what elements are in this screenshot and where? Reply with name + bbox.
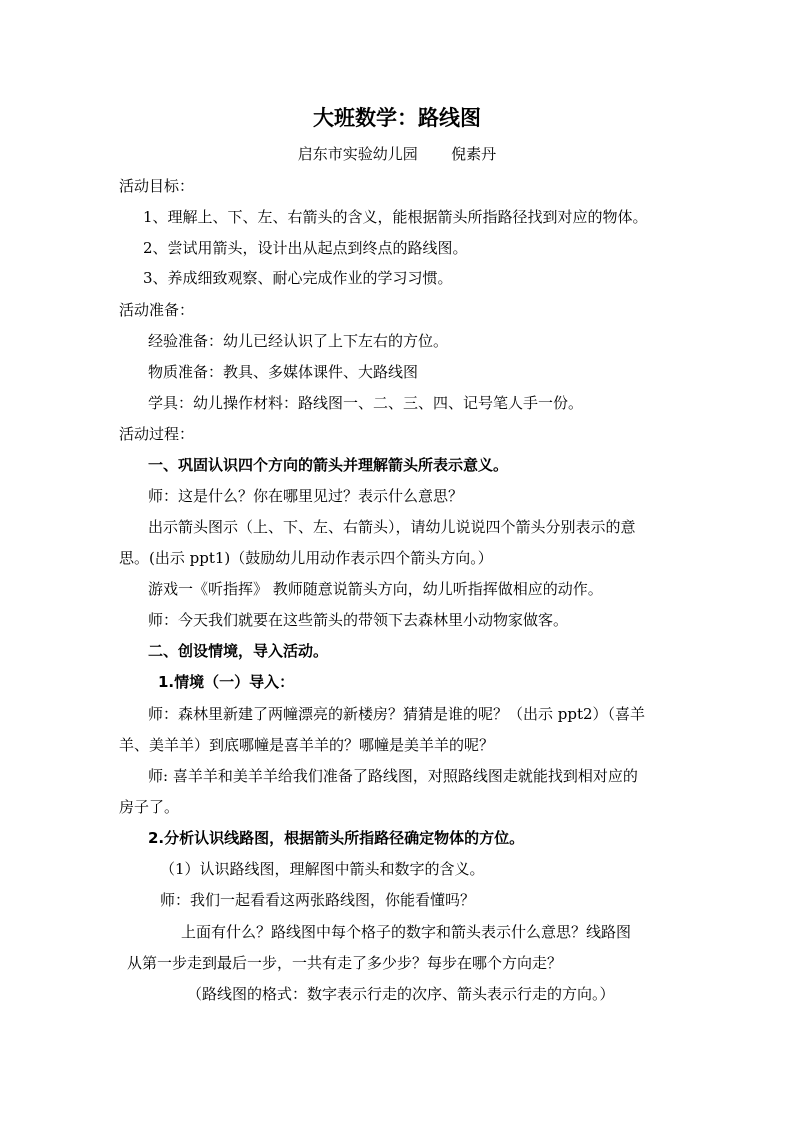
goal-item-3: 3、养成细致观察、耐心完成作业的学习习惯。	[143, 269, 453, 287]
prep-heading: 活动准备：	[119, 301, 195, 319]
part2-line-2: 羊、美羊羊）到底哪幢是喜羊羊的？哪幢是美羊羊的呢？	[119, 736, 495, 754]
part2-subheading-2: 2.分析认识线路图，根据箭头所指路径确定物体的方位。	[148, 829, 525, 847]
part2-line-4: 房子了。	[119, 798, 180, 816]
part2-heading: 二、创设情境，导入活动。	[148, 642, 329, 660]
part1-heading: 一、巩固认识四个方向的箭头并理解箭头所表示意义。	[148, 456, 509, 474]
part2b-line-2: 师：我们一起看看这两张路线图，你能看懂吗？	[160, 891, 476, 909]
part2b-line-4: 从第一步走到最后一步，一共有走了多少步？每步在哪个方向走？	[127, 954, 563, 972]
part2b-line-3: 上面有什么？路线图中每个格子的数字和箭头表示什么意思？线路图	[181, 923, 632, 941]
author-byline: 启东市实验幼儿园 倪素丹	[297, 145, 497, 163]
prep-item-1: 经验准备：幼儿已经认识了上下左右的方位。	[148, 332, 449, 350]
goal-item-1: 1、理解上、下、左、右箭头的含义，能根据箭头所指路径找到对应的物体。	[143, 208, 648, 226]
part2b-line-1: （1）认识路线图，理解图中箭头和数字的含义。	[160, 860, 485, 878]
part1-line-1: 师：这是什么？你在哪里见过？表示什么意思？	[148, 487, 464, 505]
part2-line-1: 师：森林里新建了两幢漂亮的新楼房？猜猜是谁的呢？（出示 ppt2）（喜羊	[148, 705, 646, 723]
goal-item-2: 2、尝试用箭头，设计出从起点到终点的路线图。	[143, 239, 468, 257]
prep-item-2: 物质准备：教具、多媒体课件、大路线图	[148, 363, 419, 381]
part1-line-3: 思。(出示 ppt1)（鼓励幼儿用动作表示四个箭头方向。）	[119, 549, 493, 567]
part2b-line-5: （路线图的格式：数字表示行走的次序、箭头表示行走的方向。）	[187, 985, 615, 1003]
goals-heading: 活动目标：	[119, 177, 195, 195]
part1-line-2: 出示箭头图示（上、下、左、右箭头），请幼儿说说四个箭头分别表示的意	[148, 518, 636, 536]
part1-line-5: 师：今天我们就要在这些箭头的带领下去森林里小动物家做客。	[148, 611, 569, 629]
process-heading: 活动过程：	[119, 425, 195, 443]
prep-item-3: 学具：幼儿操作材料：路线图一、二、三、四、记号笔人手一份。	[148, 394, 584, 412]
page-title: 大班数学：路线图	[313, 106, 481, 130]
part1-line-4: 游戏一《听指挥》 教师随意说箭头方向，幼儿听指挥做相应的动作。	[148, 580, 603, 598]
part2-line-3: 师: 喜羊羊和美羊羊给我们准备了路线图，对照路线图走就能找到相对应的	[148, 767, 638, 785]
part2-subheading-1: 1.情境（一）导入：	[158, 673, 295, 691]
